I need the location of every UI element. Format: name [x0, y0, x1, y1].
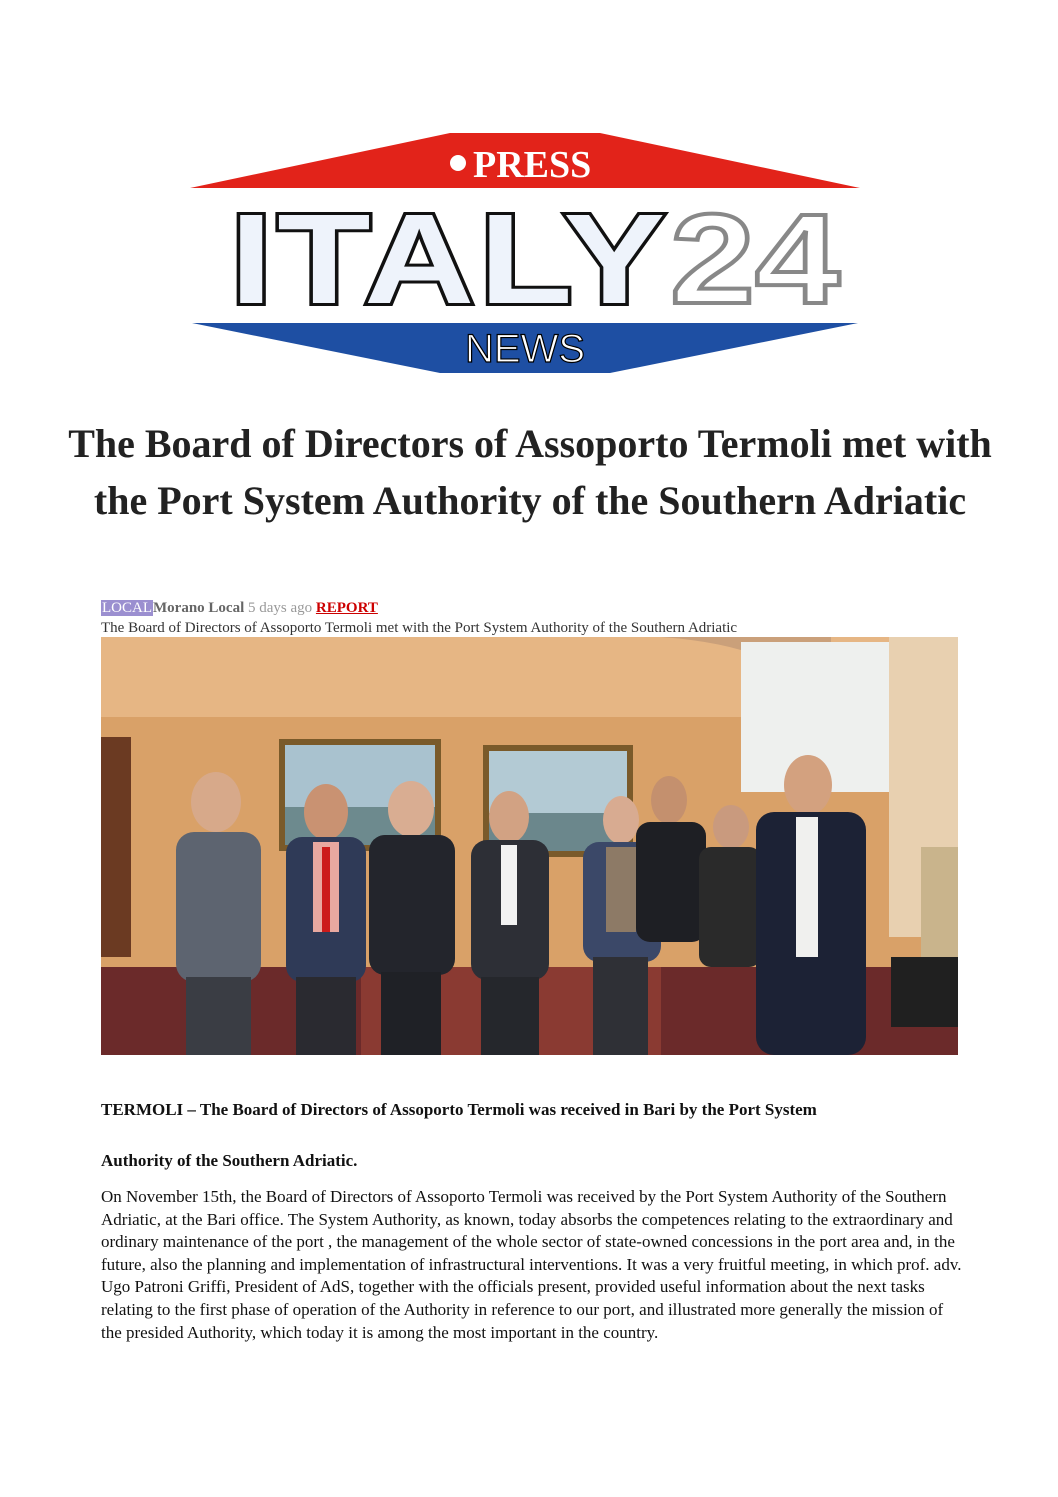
report-link[interactable]: REPORT	[315, 600, 378, 616]
author-link[interactable]: Morano Local	[153, 600, 245, 616]
article-lead-line-1: TERMOLI – The Board of Directors of Assoporto Termoli was received in Bari by the Port System	[101, 1100, 817, 1119]
italy24-press-news-logo	[180, 125, 870, 385]
meeting-group-photo	[101, 637, 958, 1055]
logo-number-text: 24	[670, 188, 840, 331]
article-headline: The Board of Directors of Assoporto Termoli met with the Port System Authority of the Southern Adriatic	[68, 421, 992, 523]
publish-time: 5 days ago	[248, 600, 313, 616]
logo-news-text: NEWS	[465, 327, 585, 371]
category-tag-link[interactable]: LOCAL	[102, 600, 152, 616]
logo-press-text: PRESS	[473, 144, 592, 186]
article-body-paragraph: On November 15th, the Board of Directors of Assoporto Termoli was received by the Port System Authority of the Southern Adriatic, at the Bari office. The System Authority, as known, today absorbs the competences relating to the extraordinary and ordinary maintenance of the port , the management of the whole sector of state-owned concessions in the port area and, in the future, also the planning and implementation of infrastructural interventions. It was a very fruitful meeting, in which prof. adv. Ugo Patroni Griffi, President of AdS, together with the officials present, provided useful information about the next tasks relating to the first phase of operation of the Authority in reference to our port, and illustrated more generally the mission of the presided Authority, which today it is among the most important in the country.	[101, 1187, 962, 1342]
article-caption: The Board of Directors of Assoporto Termoli met with the Port System Authority of the Southern Adriatic	[101, 620, 738, 636]
article-meta	[101, 599, 378, 617]
logo-brand-text: ITALY	[230, 188, 670, 331]
article-lead-line-2: Authority of the Southern Adriatic.	[101, 1151, 358, 1170]
